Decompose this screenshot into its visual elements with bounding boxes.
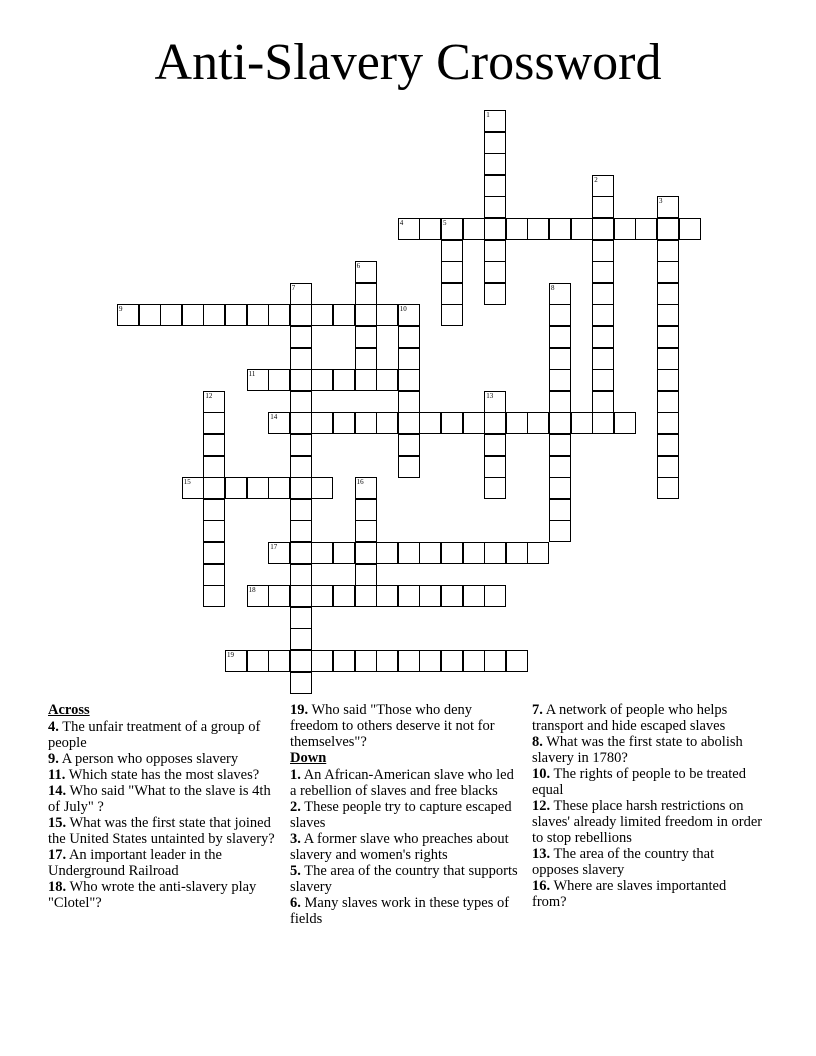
grid-cell[interactable] xyxy=(463,585,485,607)
grid-cell[interactable] xyxy=(592,175,614,197)
grid-cell[interactable] xyxy=(657,348,679,370)
grid-cell[interactable] xyxy=(290,391,312,413)
clue-text: What was the first state to abolish slavery in 1780? xyxy=(532,734,743,766)
clue-number-label: 17 xyxy=(270,543,278,551)
grid-cell[interactable] xyxy=(484,412,506,434)
grid-cell[interactable] xyxy=(290,477,312,499)
clue-number: 1. xyxy=(290,767,301,783)
grid-cell[interactable] xyxy=(571,218,593,240)
grid-cell[interactable] xyxy=(549,477,571,499)
clue-item xyxy=(290,799,522,831)
grid-cell[interactable] xyxy=(549,304,571,326)
clue-number: 15. xyxy=(48,815,67,831)
grid-cell[interactable] xyxy=(614,218,636,240)
grid-cell[interactable] xyxy=(657,261,679,283)
grid-cell[interactable] xyxy=(657,412,679,434)
grid-cell[interactable] xyxy=(441,412,463,434)
clue-number: 12. xyxy=(532,798,551,814)
grid-cell[interactable] xyxy=(549,348,571,370)
clue-item xyxy=(48,879,276,911)
grid-cell[interactable] xyxy=(484,110,506,132)
clues-column-1 xyxy=(48,702,276,911)
grid-cell[interactable] xyxy=(484,175,506,197)
grid-cell[interactable] xyxy=(527,412,549,434)
grid-cell[interactable] xyxy=(527,542,549,564)
grid-cell[interactable] xyxy=(527,218,549,240)
grid-cell[interactable] xyxy=(398,326,420,348)
grid-cell[interactable] xyxy=(398,585,420,607)
grid-cell[interactable] xyxy=(355,369,377,391)
grid-cell[interactable] xyxy=(484,283,506,305)
grid-cell[interactable] xyxy=(441,240,463,262)
clues-column-2 xyxy=(290,702,522,927)
clue-number: 3. xyxy=(290,831,301,847)
grid-cell[interactable] xyxy=(441,218,463,240)
clue-number: 9. xyxy=(48,751,59,767)
grid-cell[interactable] xyxy=(635,218,657,240)
clue-number: 7. xyxy=(532,702,543,718)
clue-item xyxy=(290,702,522,750)
clue-text: The area of the country that opposes slavery xyxy=(532,846,715,878)
clue-section-heading: Across xyxy=(48,702,90,718)
clue-item xyxy=(532,702,764,734)
clues-column-3 xyxy=(532,702,764,910)
grid-cell[interactable] xyxy=(225,477,247,499)
clue-number-label: 15 xyxy=(183,478,191,487)
grid-cell[interactable] xyxy=(441,261,463,283)
grid-cell[interactable] xyxy=(182,477,204,499)
clue-number-label: 2 xyxy=(594,175,598,184)
clue-text: A person who opposes slavery xyxy=(58,751,239,767)
grid-cell[interactable] xyxy=(203,456,225,478)
grid-cell[interactable] xyxy=(549,456,571,478)
grid-cell[interactable] xyxy=(398,434,420,456)
grid-cell[interactable] xyxy=(225,650,247,672)
grid-cell[interactable] xyxy=(203,564,225,586)
clue-text: A former slave who preaches about slavery and women's rights xyxy=(290,831,509,863)
grid-cell[interactable] xyxy=(549,391,571,413)
grid-cell[interactable] xyxy=(549,499,571,521)
grid-cell[interactable] xyxy=(484,218,506,240)
clue-text: What was the first state that joined the United States untainted by slavery? xyxy=(48,815,275,847)
clue-item xyxy=(290,863,522,895)
grid-cell[interactable] xyxy=(355,564,377,586)
grid-cell[interactable] xyxy=(376,650,398,672)
grid-cell[interactable] xyxy=(657,218,679,240)
clue-number-label: 4 xyxy=(399,219,404,227)
grid-cell[interactable] xyxy=(290,326,312,348)
clue-text: Many slaves work in these types of fields xyxy=(290,895,510,927)
grid-cell[interactable] xyxy=(419,412,441,434)
clue-item xyxy=(532,798,764,846)
grid-cell[interactable] xyxy=(398,391,420,413)
grid-cell[interactable] xyxy=(484,132,506,154)
grid-cell[interactable] xyxy=(355,412,377,434)
grid-cell[interactable] xyxy=(182,304,204,326)
clue-item xyxy=(290,767,522,799)
clue-number-label: 9 xyxy=(119,305,123,314)
grid-cell[interactable] xyxy=(290,672,312,694)
clue-item xyxy=(532,846,764,878)
grid-cell[interactable] xyxy=(376,585,398,607)
clue-number: 19. xyxy=(290,702,309,718)
clue-item xyxy=(290,831,522,863)
grid-cell[interactable] xyxy=(333,542,355,564)
grid-cell[interactable] xyxy=(268,542,290,564)
grid-cell[interactable] xyxy=(247,304,269,326)
clue-item xyxy=(290,895,522,927)
grid-cell[interactable] xyxy=(657,434,679,456)
grid-cell[interactable] xyxy=(398,412,420,434)
clue-text: Who said "What to the slave is 4th of July" ? xyxy=(48,783,271,815)
grid-cell[interactable] xyxy=(484,456,506,478)
grid-cell[interactable] xyxy=(290,499,312,521)
clue-text: The rights of people to be treated equal xyxy=(532,766,746,798)
grid-cell[interactable] xyxy=(311,585,333,607)
grid-cell[interactable] xyxy=(355,304,377,326)
clue-number: 4. xyxy=(48,719,59,735)
grid-cell[interactable] xyxy=(549,520,571,542)
grid-cell[interactable] xyxy=(463,542,485,564)
grid-cell[interactable] xyxy=(247,369,269,391)
clue-text: Where are slaves importanted from? xyxy=(532,878,727,910)
clue-number: 10. xyxy=(532,766,551,782)
clue-number: 5. xyxy=(290,863,301,879)
clue-item xyxy=(48,847,276,879)
grid-cell[interactable] xyxy=(311,369,333,391)
clue-number: 6. xyxy=(290,895,301,911)
grid-cell[interactable] xyxy=(290,434,312,456)
grid-cell[interactable] xyxy=(657,283,679,305)
clue-number-label: 10 xyxy=(399,305,407,314)
grid-cell[interactable] xyxy=(225,304,247,326)
grid-cell[interactable] xyxy=(290,650,312,672)
grid-cell[interactable] xyxy=(268,412,290,434)
grid-cell[interactable] xyxy=(592,283,614,305)
grid-cell[interactable] xyxy=(419,542,441,564)
grid-cell[interactable] xyxy=(571,412,593,434)
grid-cell[interactable] xyxy=(657,456,679,478)
grid-cell[interactable] xyxy=(203,585,225,607)
grid-cell[interactable] xyxy=(355,348,377,370)
grid-cell[interactable] xyxy=(657,240,679,262)
clue-text: These place harsh restrictions on slaves' already limited freedom in order to stop rebellions xyxy=(532,798,763,846)
clue-text: Who wrote the anti-slavery play "Clotel"? xyxy=(48,879,257,911)
grid-cell[interactable] xyxy=(549,283,571,305)
clue-number-label: 3 xyxy=(659,197,663,206)
page-title: Anti-Slavery Crossword xyxy=(154,34,662,91)
grid-cell[interactable] xyxy=(549,434,571,456)
clue-number: 13. xyxy=(532,846,551,862)
grid-cell[interactable] xyxy=(506,218,528,240)
grid-cell[interactable] xyxy=(484,196,506,218)
grid-cell[interactable] xyxy=(657,196,679,218)
grid-cell[interactable] xyxy=(549,326,571,348)
grid-cell[interactable] xyxy=(290,585,312,607)
clue-item xyxy=(48,783,276,815)
grid-cell[interactable] xyxy=(506,650,528,672)
clue-text: Which state has the most slaves? xyxy=(65,767,260,783)
grid-cell[interactable] xyxy=(355,650,377,672)
clue-text: The area of the country that supports slavery xyxy=(290,863,518,895)
grid-cell[interactable] xyxy=(484,585,506,607)
grid-cell[interactable] xyxy=(376,304,398,326)
grid-cell[interactable] xyxy=(355,499,377,521)
grid-cell[interactable] xyxy=(614,412,636,434)
grid-cell[interactable] xyxy=(463,412,485,434)
grid-cell[interactable] xyxy=(398,218,420,240)
clue-number: 16. xyxy=(532,878,551,894)
grid-cell[interactable] xyxy=(463,650,485,672)
grid-cell[interactable] xyxy=(484,261,506,283)
grid-cell[interactable] xyxy=(311,304,333,326)
grid-cell[interactable] xyxy=(203,477,225,499)
grid-cell[interactable] xyxy=(398,456,420,478)
grid-cell[interactable] xyxy=(398,650,420,672)
grid-cell[interactable] xyxy=(506,412,528,434)
grid-cell[interactable] xyxy=(441,542,463,564)
grid-cell[interactable] xyxy=(311,477,333,499)
grid-cell[interactable] xyxy=(290,304,312,326)
grid-cell[interactable] xyxy=(290,607,312,629)
clue-item xyxy=(48,767,276,783)
grid-cell[interactable] xyxy=(441,585,463,607)
clue-number-label: 18 xyxy=(248,586,256,595)
grid-cell[interactable] xyxy=(268,585,290,607)
clue-number: 8. xyxy=(532,734,543,750)
grid-cell[interactable] xyxy=(657,477,679,499)
grid-cell[interactable] xyxy=(484,153,506,175)
grid-cell[interactable] xyxy=(247,650,269,672)
grid-cell[interactable] xyxy=(657,369,679,391)
grid-cell[interactable] xyxy=(333,412,355,434)
grid-cell[interactable] xyxy=(398,542,420,564)
grid-cell[interactable] xyxy=(290,456,312,478)
grid-cell[interactable] xyxy=(484,434,506,456)
grid-cell[interactable] xyxy=(290,564,312,586)
clue-item xyxy=(532,878,764,910)
grid-cell[interactable] xyxy=(592,196,614,218)
grid-cell[interactable] xyxy=(592,240,614,262)
clue-item xyxy=(48,815,276,847)
grid-cell[interactable] xyxy=(376,542,398,564)
clue-number: 11. xyxy=(48,767,66,783)
grid-cell[interactable] xyxy=(398,369,420,391)
clue-number-label: 16 xyxy=(356,478,364,487)
clue-text: The unfair treatment of a group of people xyxy=(48,719,261,751)
grid-cell[interactable] xyxy=(311,650,333,672)
clue-number: 14. xyxy=(48,783,67,799)
grid-cell[interactable] xyxy=(441,283,463,305)
clue-text: An important leader in the Underground Railroad xyxy=(48,847,222,879)
grid-cell[interactable] xyxy=(311,542,333,564)
grid-cell[interactable] xyxy=(117,304,139,326)
clue-number: 2. xyxy=(290,799,301,815)
clue-number-label: 13 xyxy=(486,391,494,400)
grid-cell[interactable] xyxy=(549,218,571,240)
grid-cell[interactable] xyxy=(398,304,420,326)
grid-cell[interactable] xyxy=(203,499,225,521)
clue-number-label: 19 xyxy=(227,651,234,659)
grid-cell[interactable] xyxy=(506,542,528,564)
grid-cell[interactable] xyxy=(549,412,571,434)
grid-cell[interactable] xyxy=(592,412,614,434)
grid-cell[interactable] xyxy=(463,218,485,240)
grid-cell[interactable] xyxy=(355,283,377,305)
grid-cell[interactable] xyxy=(355,477,377,499)
clue-number-label: 12 xyxy=(205,391,213,400)
grid-cell[interactable] xyxy=(290,348,312,370)
grid-cell[interactable] xyxy=(268,650,290,672)
grid-cell[interactable] xyxy=(419,650,441,672)
clue-number: 17. xyxy=(48,847,67,863)
grid-cell[interactable] xyxy=(484,477,506,499)
grid-cell[interactable] xyxy=(657,391,679,413)
clue-item xyxy=(532,766,764,798)
grid-cell[interactable] xyxy=(203,304,225,326)
grid-cell[interactable] xyxy=(441,304,463,326)
clue-text: An African-American slave who led a rebellion of slaves and free blacks xyxy=(290,767,514,799)
grid-cell[interactable] xyxy=(290,628,312,650)
clue-item xyxy=(48,719,276,751)
grid-cell[interactable] xyxy=(419,218,441,240)
grid-cell[interactable] xyxy=(268,477,290,499)
grid-cell[interactable] xyxy=(355,520,377,542)
grid-cell[interactable] xyxy=(592,218,614,240)
clue-number-label: 8 xyxy=(551,283,555,292)
grid-cell[interactable] xyxy=(333,650,355,672)
grid-cell[interactable] xyxy=(333,369,355,391)
grid-cell[interactable] xyxy=(290,542,312,564)
grid-cell[interactable] xyxy=(268,369,290,391)
grid-cell[interactable] xyxy=(290,283,312,305)
grid-cell[interactable] xyxy=(441,650,463,672)
grid-cell[interactable] xyxy=(355,585,377,607)
grid-cell[interactable] xyxy=(657,304,679,326)
grid-cell[interactable] xyxy=(592,261,614,283)
clue-number-label: 1 xyxy=(486,111,490,119)
grid-cell[interactable] xyxy=(290,412,312,434)
grid-cell[interactable] xyxy=(355,326,377,348)
clue-number: 18. xyxy=(48,879,67,895)
grid-cell[interactable] xyxy=(592,304,614,326)
grid-cell[interactable] xyxy=(333,304,355,326)
grid-cell[interactable] xyxy=(376,369,398,391)
grid-cell[interactable] xyxy=(203,412,225,434)
grid-cell[interactable] xyxy=(592,369,614,391)
grid-cell[interactable] xyxy=(203,434,225,456)
clue-text: These people try to capture escaped slaves xyxy=(290,799,512,831)
clue-number-label: 14 xyxy=(270,413,278,422)
grid-cell[interactable] xyxy=(290,369,312,391)
grid-cell[interactable] xyxy=(311,412,333,434)
clue-number-label: 7 xyxy=(291,283,296,292)
grid-cell[interactable] xyxy=(139,304,161,326)
grid-cell[interactable] xyxy=(290,520,312,542)
grid-cell[interactable] xyxy=(268,304,290,326)
grid-cell[interactable] xyxy=(203,391,225,413)
grid-cell[interactable] xyxy=(398,348,420,370)
grid-cell[interactable] xyxy=(247,477,269,499)
grid-cell[interactable] xyxy=(160,304,182,326)
grid-cell[interactable] xyxy=(355,261,377,283)
grid-cell[interactable] xyxy=(484,542,506,564)
clue-item xyxy=(48,751,276,767)
clue-number-label: 5 xyxy=(443,219,447,227)
clue-text: Who said "Those who deny freedom to others deserve it not for themselves"? xyxy=(290,702,495,750)
grid-cell[interactable] xyxy=(592,348,614,370)
grid-cell[interactable] xyxy=(592,391,614,413)
grid-cell[interactable] xyxy=(484,240,506,262)
grid-cell[interactable] xyxy=(484,391,506,413)
grid-cell[interactable] xyxy=(592,326,614,348)
clue-number-label: 11 xyxy=(248,370,256,379)
grid-cell[interactable] xyxy=(484,650,506,672)
grid-cell[interactable] xyxy=(203,542,225,564)
clue-text: A network of people who helps transport and hide escaped slaves xyxy=(532,702,728,734)
clue-item xyxy=(532,734,764,766)
grid-cell[interactable] xyxy=(203,520,225,542)
grid-cell[interactable] xyxy=(355,542,377,564)
grid-cell[interactable] xyxy=(333,585,355,607)
grid-cell[interactable] xyxy=(247,585,269,607)
clue-section-heading: Down xyxy=(290,750,327,766)
grid-cell[interactable] xyxy=(679,218,701,240)
clue-number-label: 6 xyxy=(356,262,361,271)
grid-cell[interactable] xyxy=(419,585,441,607)
grid-cell[interactable] xyxy=(376,412,398,434)
grid-cell[interactable] xyxy=(549,369,571,391)
grid-cell[interactable] xyxy=(657,326,679,348)
